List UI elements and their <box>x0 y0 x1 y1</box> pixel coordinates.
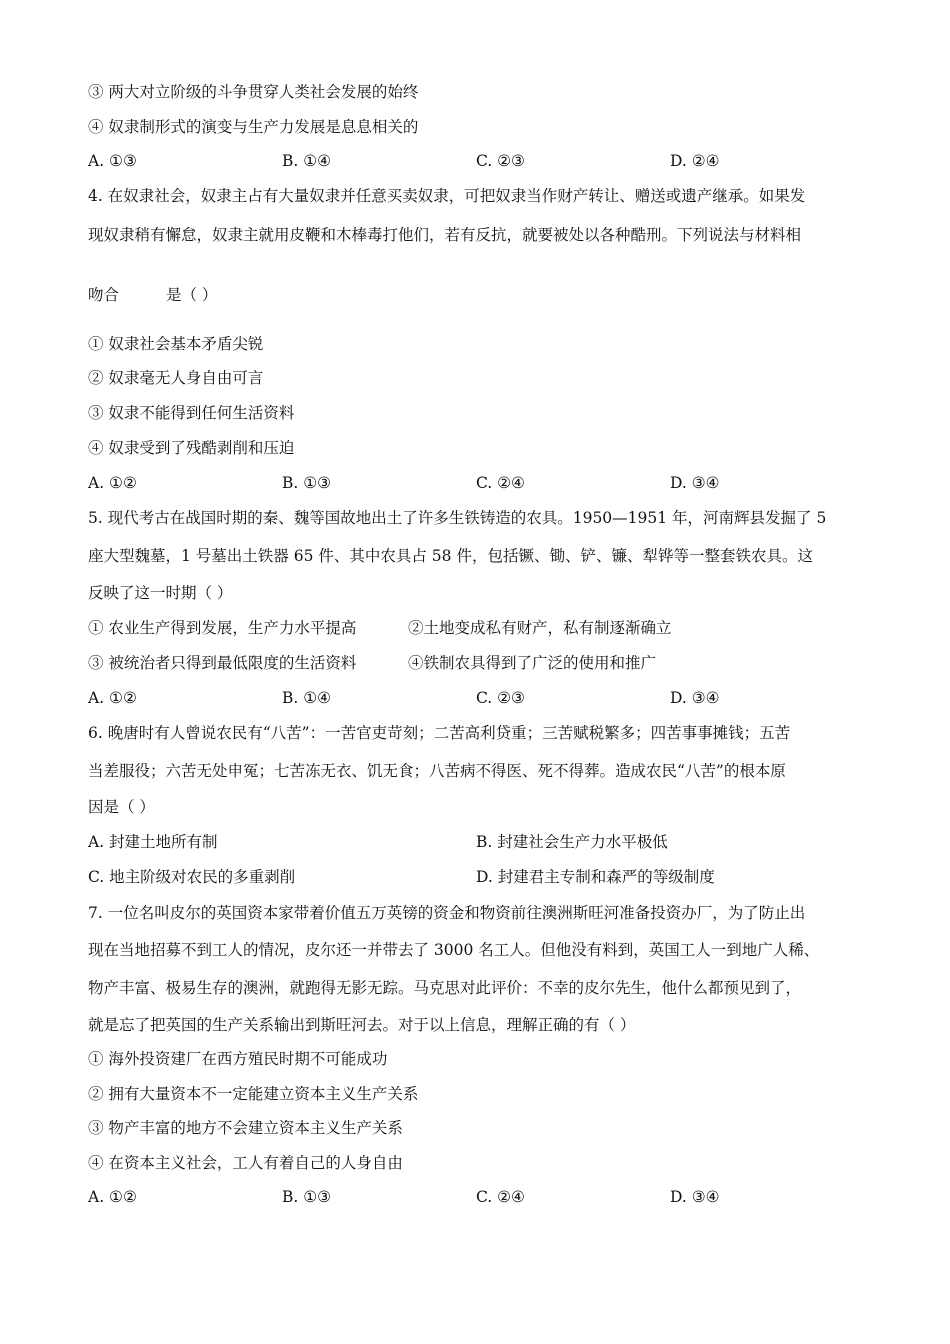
q7-option-c[interactable]: C. ②④ <box>476 1188 525 1206</box>
q4-option-c[interactable]: C. ②④ <box>476 474 525 492</box>
q4-stem-line1: 4. 在奴隶社会，奴隶主占有大量奴隶并任意买卖奴隶，可把奴隶当作财产转让、赠送或遗产继承。如果发 <box>88 187 806 205</box>
option-d[interactable]: D. ②④ <box>670 152 720 170</box>
q4-statement-4: ④ 奴隶受到了残酷剥削和压迫 <box>88 439 295 457</box>
statement-3: ③ 两大对立阶级的斗争贯穿人类社会发展的始终 <box>88 83 419 101</box>
q5-option-d[interactable]: D. ③④ <box>670 689 720 707</box>
option-c[interactable]: C. ②③ <box>476 152 525 170</box>
q7-option-d[interactable]: D. ③④ <box>670 1188 720 1206</box>
q6-stem-line1: 6. 晚唐时有人曾说农民有“八苦”：一苦官吏苛刻；二苦高利贷重；三苦赋税繁多；四苦事事摊钱；五苦 <box>88 724 791 742</box>
q4-stem-line3a: 吻合 <box>88 286 120 304</box>
q6-option-b[interactable]: B. 封建社会生产力水平极低 <box>476 833 668 851</box>
q6-stem-line3: 因是（ ） <box>88 798 155 816</box>
q6-option-a[interactable]: A. 封建土地所有制 <box>88 833 218 851</box>
q7-option-b[interactable]: B. ①③ <box>282 1188 332 1206</box>
q7-stem-line2: 现在当地招募不到工人的情况，皮尔还一并带去了 3000 名工人。但他没有料到，英国工人一到地广人稀、 <box>88 941 820 959</box>
q4-statement-3: ③ 奴隶不能得到任何生活资料 <box>88 404 295 422</box>
q5-option-b[interactable]: B. ①④ <box>282 689 332 707</box>
q4-stem-line3b: 是（ ） <box>166 286 218 304</box>
q4-statement-1: ① 奴隶社会基本矛盾尖锐 <box>88 335 264 353</box>
q4-option-b[interactable]: B. ①③ <box>282 474 332 492</box>
q4-statement-2: ② 奴隶毫无人身自由可言 <box>88 369 264 387</box>
q5-stem-line3: 反映了这一时期（ ） <box>88 584 233 602</box>
q5-statement-2: ②土地变成私有财产，私有制逐渐确立 <box>408 619 672 637</box>
q5-statement-3: ③ 被统治者只得到最低限度的生活资料 <box>88 654 357 672</box>
q4-option-d[interactable]: D. ③④ <box>670 474 720 492</box>
q5-stem-line1: 5. 现代考古在战国时期的秦、魏等国故地出土了许多生铁铸造的农具。1950—1951 年，河南辉县发掘了 5 <box>88 509 827 527</box>
statement-4: ④ 奴隶制形式的演变与生产力发展是息息相关的 <box>88 118 419 136</box>
q7-statement-3: ③ 物产丰富的地方不会建立资本主义生产关系 <box>88 1119 403 1137</box>
q4-stem-line2: 现奴隶稍有懈怠，奴隶主就用皮鞭和木棒毒打他们，若有反抗，就要被处以各种酷刑。下列说法与材料相 <box>88 226 802 244</box>
q7-statement-4: ④ 在资本主义社会，工人有着自己的人身自由 <box>88 1154 403 1172</box>
option-b[interactable]: B. ①④ <box>282 152 332 170</box>
q5-statement-4: ④铁制农具得到了广泛的使用和推广 <box>408 654 657 672</box>
q7-stem-line4: 就是忘了把英国的生产关系输出到斯旺河去。对于以上信息，理解正确的有（ ） <box>88 1016 636 1034</box>
q7-statement-2: ② 拥有大量资本不一定能建立资本主义生产关系 <box>88 1085 419 1103</box>
q6-option-d[interactable]: D. 封建君主专制和森严的等级制度 <box>476 868 715 886</box>
q4-option-a[interactable]: A. ①② <box>88 474 137 492</box>
q5-option-a[interactable]: A. ①② <box>88 689 137 707</box>
q7-stem-line3: 物产丰富、极易生存的澳洲，就跑得无影无踪。马克思对此评价：不幸的皮尔先生，他什么都预见到了， <box>88 979 802 997</box>
q5-stem-line2: 座大型魏墓，1 号墓出土铁器 65 件、其中农具占 58 件，包括镢、锄、铲、镰、犁铧等一整套铁农具。这 <box>88 547 813 565</box>
q6-option-c[interactable]: C. 地主阶级对农民的多重剥削 <box>88 868 296 886</box>
q5-option-c[interactable]: C. ②③ <box>476 689 525 707</box>
q7-statement-1: ① 海外投资建厂在西方殖民时期不可能成功 <box>88 1050 388 1068</box>
q7-stem-line1: 7. 一位名叫皮尔的英国资本家带着价值五万英镑的资金和物资前往澳洲斯旺河准备投资办厂，为了防止出 <box>88 904 806 922</box>
q5-statement-1: ① 农业生产得到发展，生产力水平提高 <box>88 619 357 637</box>
q6-stem-line2: 当差服役；六苦无处申冤；七苦冻无衣、饥无食；八苦病不得医、死不得葬。造成农民“八苦”的根本原 <box>88 762 786 780</box>
q7-option-a[interactable]: A. ①② <box>88 1188 137 1206</box>
option-a[interactable]: A. ①③ <box>88 152 137 170</box>
